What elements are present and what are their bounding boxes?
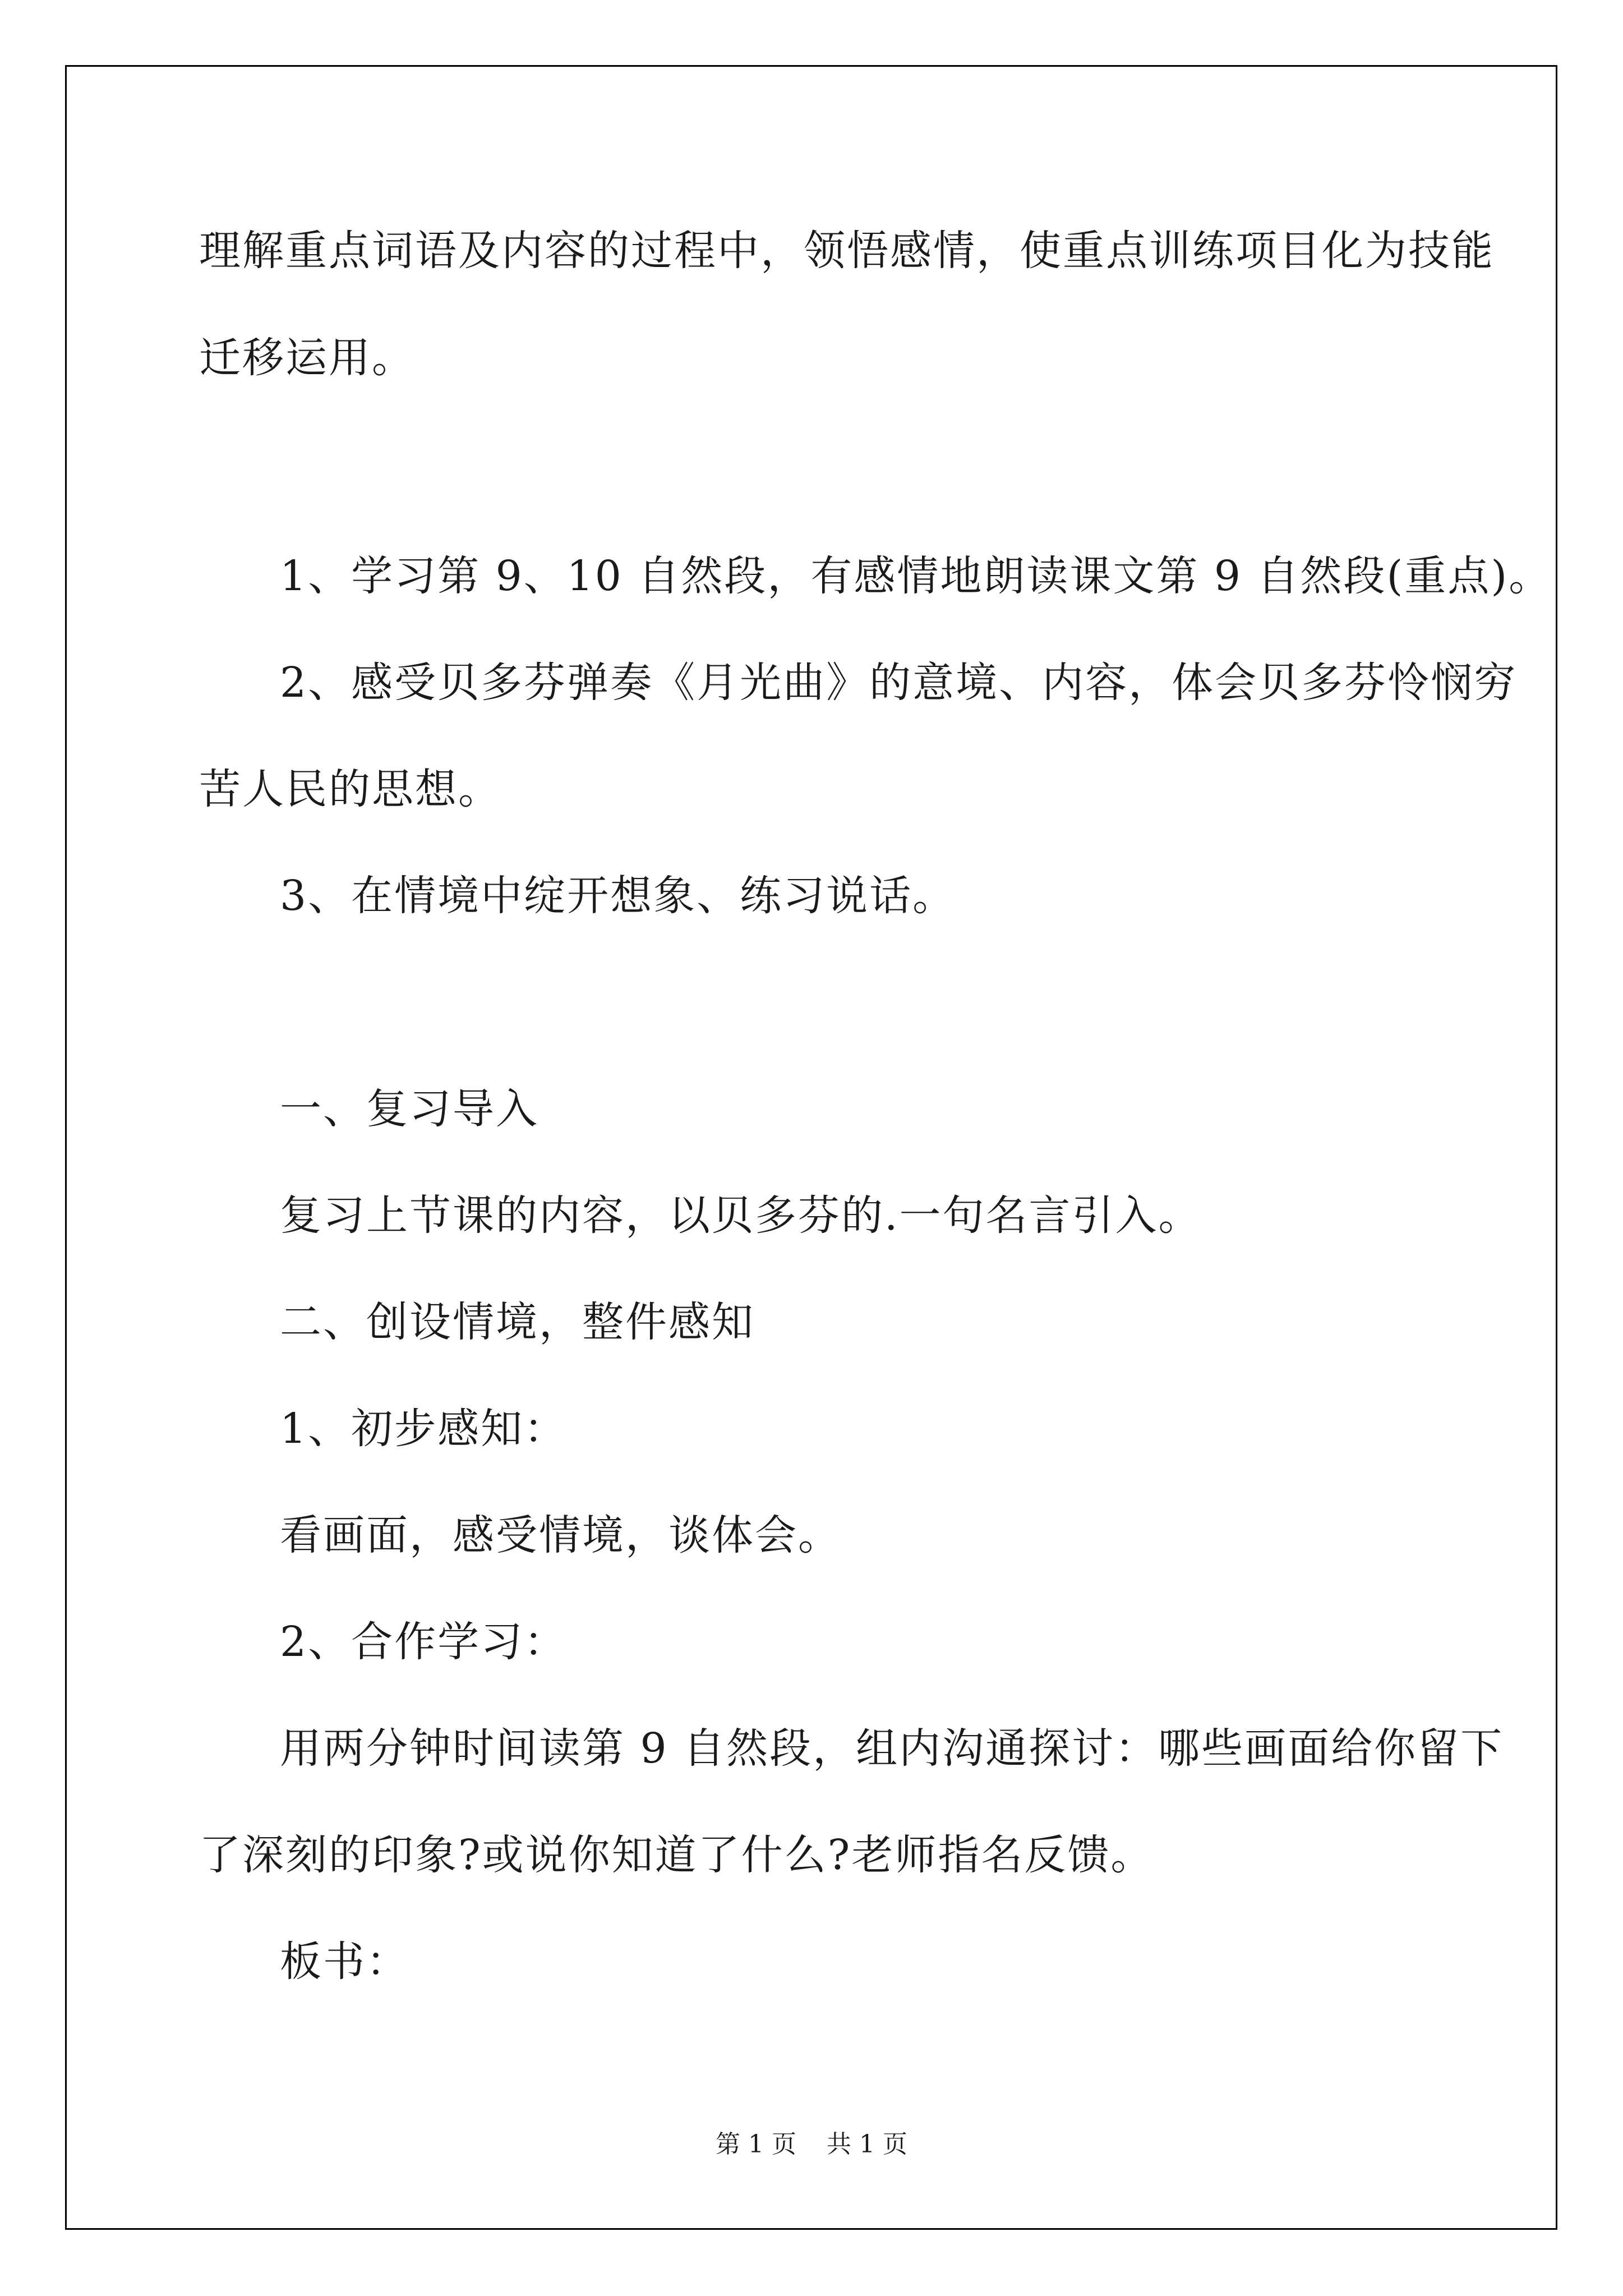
- step-1-text: 看画面，感受情境，谈体会。: [280, 1511, 841, 1559]
- section-1-title: 一、复习导入: [280, 1085, 539, 1133]
- objective-2-line-1: 2、感受贝多芬弹奏《月光曲》的意境、内容，体会贝多芬怜悯穷: [280, 659, 1518, 707]
- intro-line-1: 理解重点词语及内容的过程中，领悟感情，使重点训练项目化为技能: [199, 227, 1495, 275]
- step-2-text-line-1: 用两分钟时间读第 9 自然段，组内沟通探讨：哪些画面给你留下: [280, 1724, 1504, 1773]
- intro-line-2: 迁移运用。: [199, 334, 415, 382]
- section-1-text: 复习上节课的内容，以贝多芬的.一句名言引入。: [280, 1191, 1202, 1240]
- board-label: 板书：: [280, 1938, 409, 1986]
- page-total: 共 1 页: [827, 2130, 907, 2159]
- page-border: [65, 65, 1557, 2230]
- step-1-title: 1、初步感知：: [280, 1405, 568, 1453]
- objective-1: 1、学习第 9、10 自然段，有感情地朗读课文第 9 自然段(重点)。: [280, 552, 1552, 600]
- objective-2-line-2: 苦人民的思想。: [199, 765, 501, 813]
- page-number: 第 1 页: [716, 2130, 796, 2159]
- step-2-title: 2、合作学习：: [280, 1618, 568, 1666]
- step-2-text-line-2: 了深刻的印象?或说你知道了什么?老师指名反馈。: [199, 1831, 1154, 1879]
- objective-3: 3、在情境中绽开想象、练习说话。: [280, 872, 956, 920]
- page-footer: [0, 2129, 1623, 2160]
- section-2-title: 二、创设情境，整件感知: [280, 1298, 755, 1346]
